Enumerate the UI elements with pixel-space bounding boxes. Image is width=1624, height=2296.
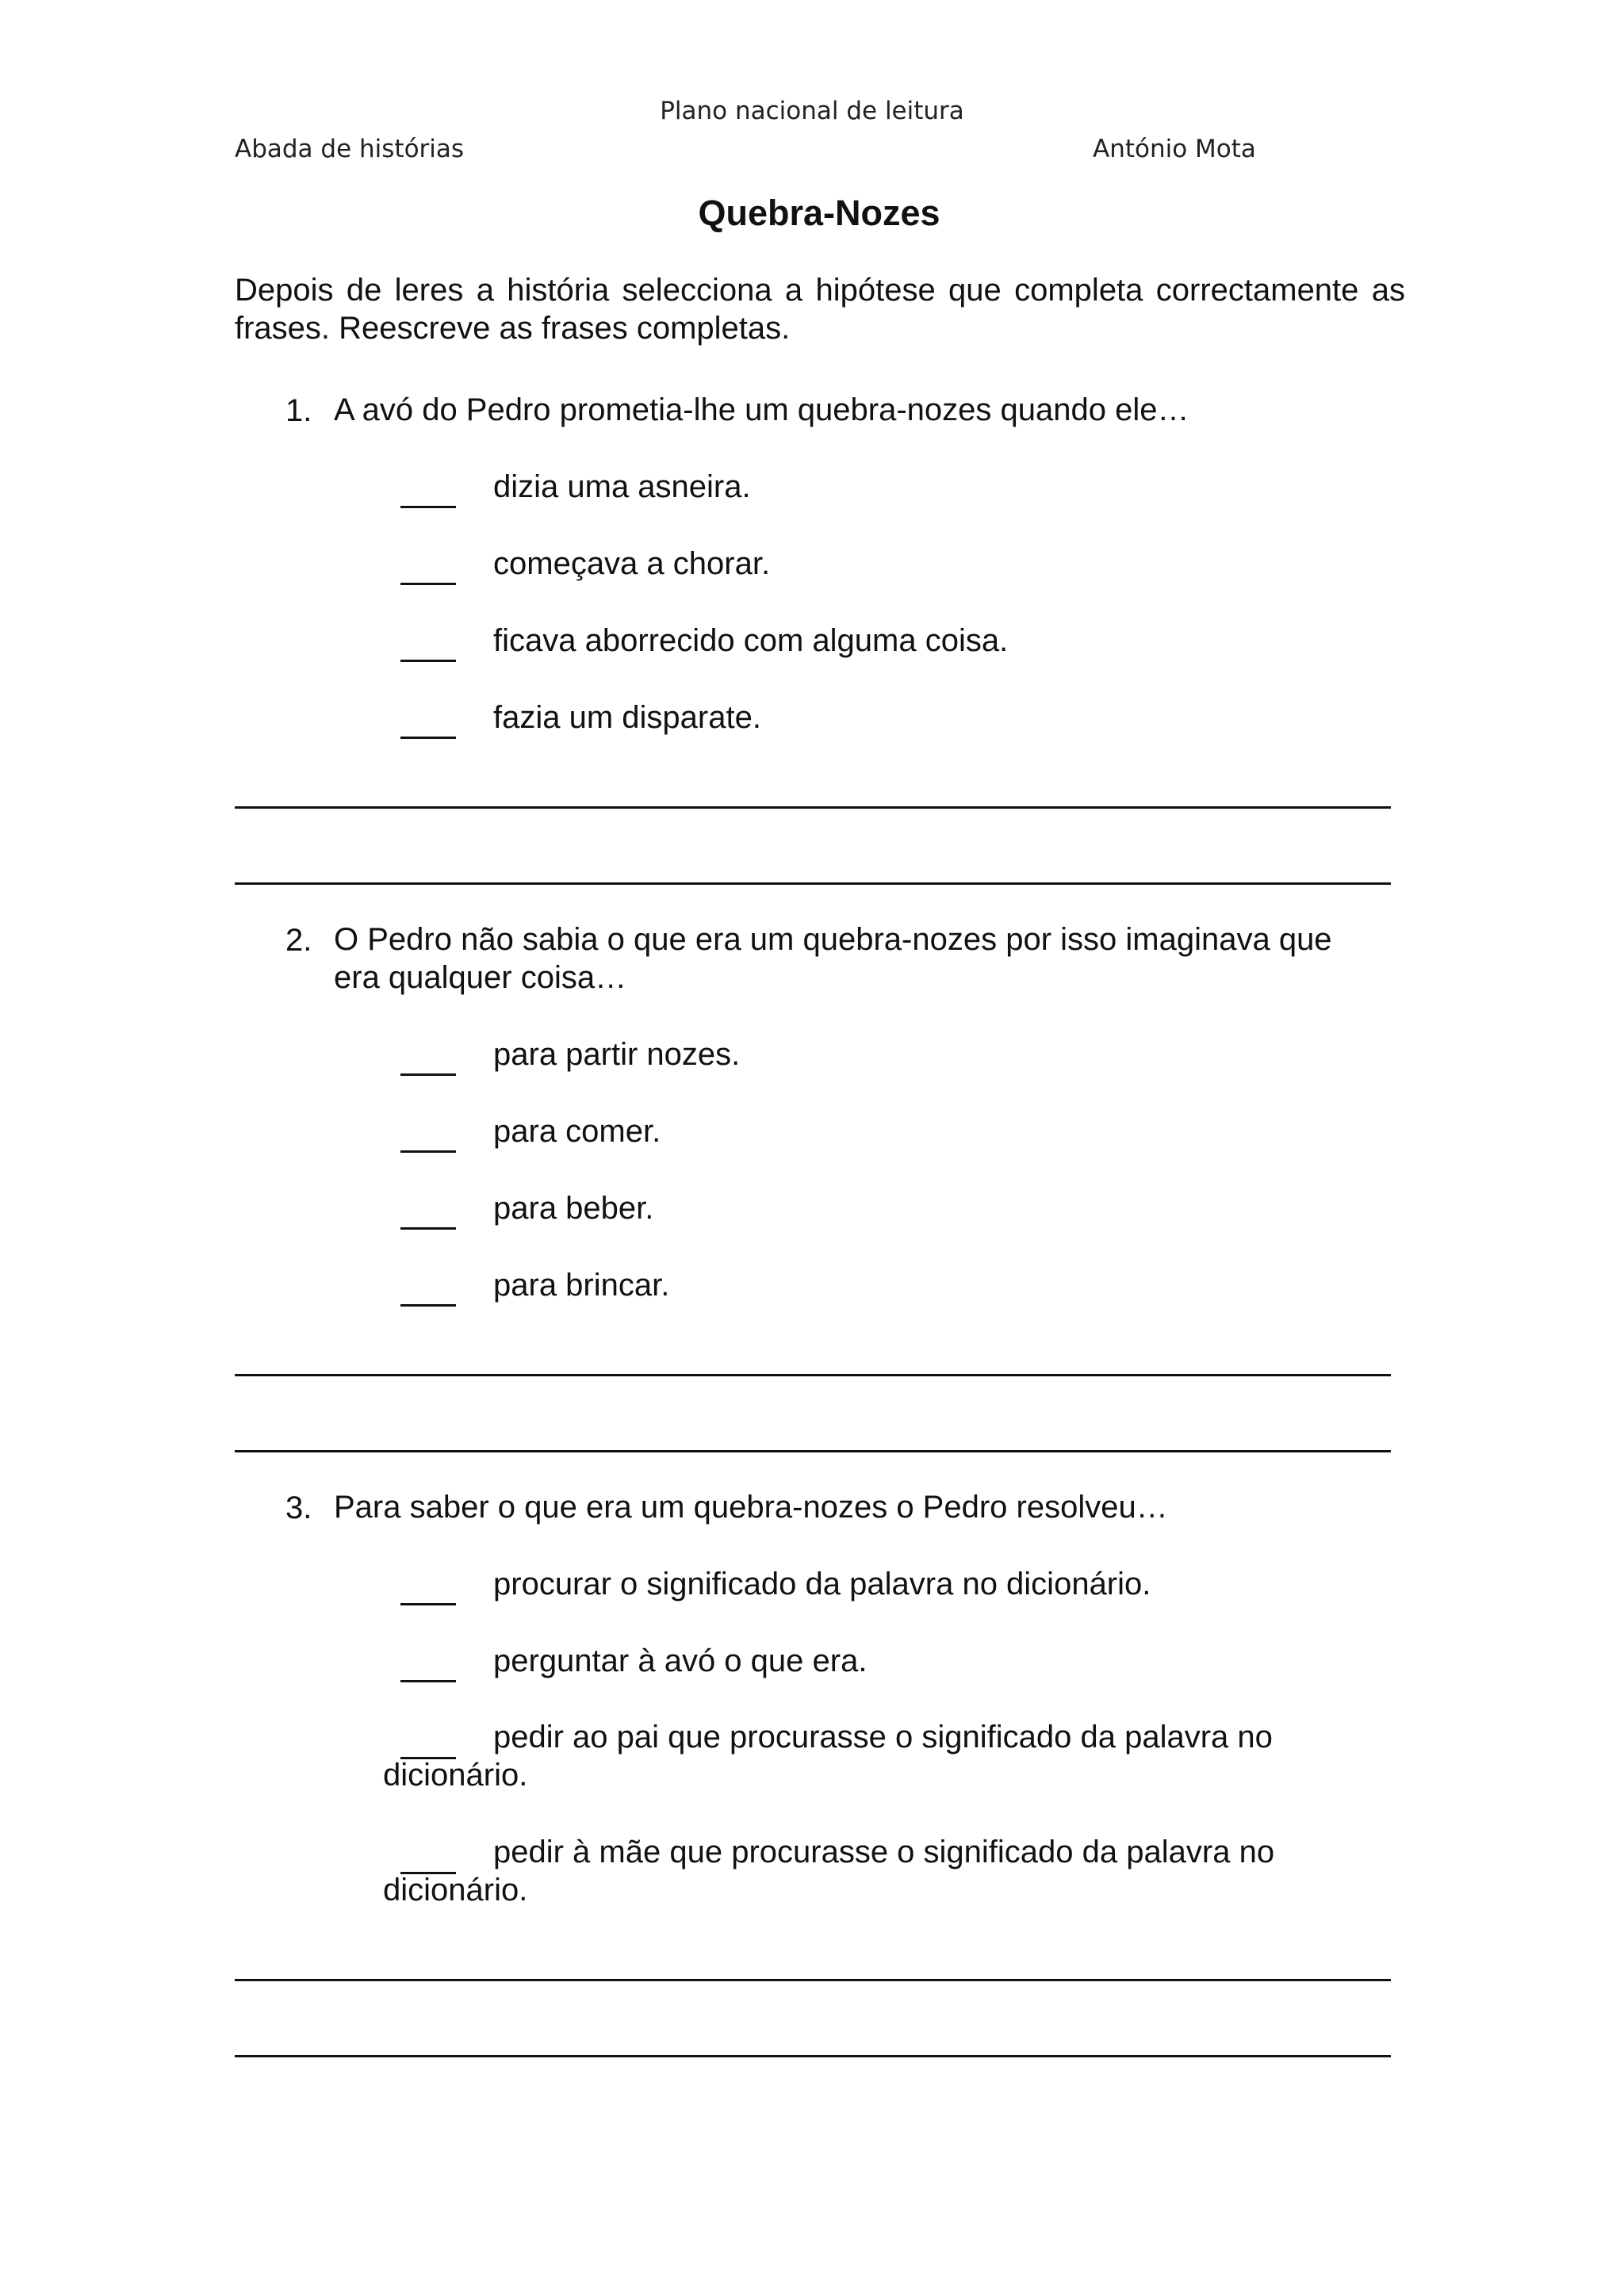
answer-blank[interactable] [400,1680,456,1682]
answer-line[interactable] [235,1979,1391,1981]
option-text: pedir ao pai que procurasse o significado da palavra no dicionário. [383,1720,1273,1793]
question-number: 1. [285,393,312,428]
option-text: para comer. [493,1114,661,1149]
answer-blank[interactable] [400,1603,456,1605]
answer-line[interactable] [235,1450,1391,1452]
question-text: Para saber o que era um quebra-nozes o Pedro resolveu… [334,1490,1168,1525]
header-author: António Mota [1093,135,1256,163]
option-text-wrapped [383,1718,1327,1794]
question-number: 2. [285,923,312,958]
answer-blank[interactable] [400,1304,456,1307]
header-collection: Abada de histórias [235,135,465,163]
answer-blank[interactable] [400,1150,456,1153]
option-text: pedir à mãe que procurasse o significado da palavra no dicionário. [383,1835,1275,1908]
header-program: Plano nacional de leitura [660,97,964,125]
option-text: procurar o significado da palavra no dicionário. [493,1567,1151,1601]
answer-blank[interactable] [400,1227,456,1230]
document-title: Quebra-Nozes [698,193,940,233]
answer-line[interactable] [235,806,1391,809]
option-text: perguntar à avó o que era. [493,1644,868,1678]
question-text: A avó do Pedro prometia-lhe um quebra-nozes quando ele… [334,392,1189,427]
answer-blank[interactable] [400,506,456,508]
answer-line[interactable] [235,2055,1391,2057]
option-text: dizia uma asneira. [493,469,751,504]
question-number: 3. [285,1490,312,1525]
answer-line[interactable] [235,882,1391,885]
answer-blank[interactable] [400,1073,456,1076]
option-text-wrapped [383,1833,1327,1909]
option-text: fazia um disparate. [493,700,761,735]
option-text: para beber. [493,1191,654,1226]
option-text: ficava aborrecido com alguma coisa. [493,623,1009,658]
answer-blank[interactable] [400,737,456,739]
instructions: Depois de leres a história selecciona a hipótese que completa correctamente as frases. Reescreve as frases completas. [235,273,1405,346]
answer-blank[interactable] [400,583,456,585]
option-text: para brincar. [493,1268,670,1303]
option-text: para partir nozes. [493,1037,741,1072]
question-text: O Pedro não sabia o que era um quebra-nozes por isso imaginava que era qualquer coisa… [334,922,1332,995]
option-text: começava a chorar. [493,546,771,581]
answer-line[interactable] [235,1374,1391,1376]
answer-blank[interactable] [400,660,456,662]
